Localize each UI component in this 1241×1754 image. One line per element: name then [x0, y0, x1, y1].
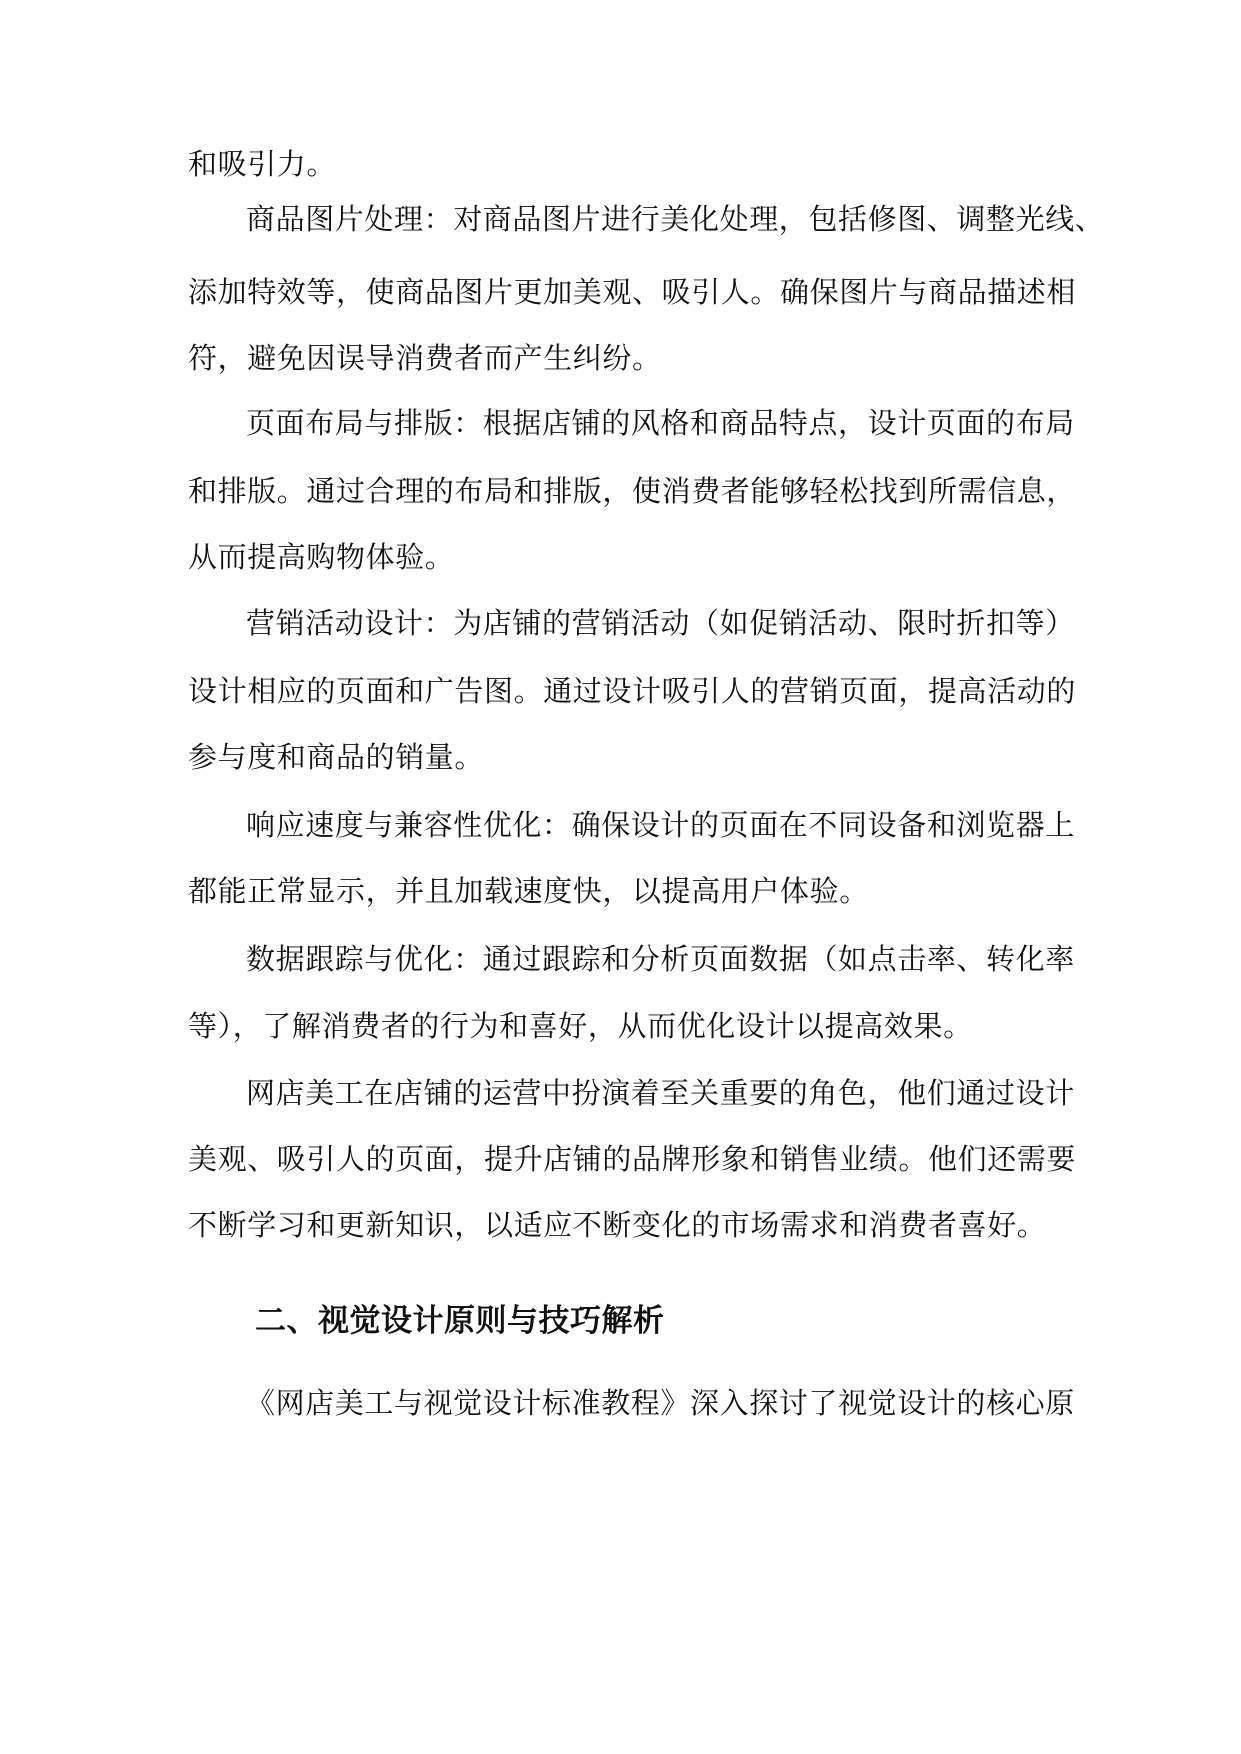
- paragraph-line: 页面布局与排版：根据店铺的风格和商品特点，设计页面的布局: [246, 406, 1075, 440]
- paragraph-line: 美观、吸引人的页面，提升店铺的品牌形象和销售业绩。他们还需要: [188, 1142, 1077, 1176]
- section-heading: 二、视觉设计原则与技巧解析: [255, 1303, 665, 1339]
- paragraph-line: 数据跟踪与优化：通过跟踪和分析页面数据（如点击率、转化率: [246, 942, 1075, 976]
- paragraph-line: 和排版。通过合理的布局和排版，使消费者能够轻松找到所需信息，: [188, 474, 1077, 508]
- paragraph-line: 响应速度与兼容性优化：确保设计的页面在不同设备和浏览器上: [246, 808, 1075, 842]
- paragraph-line: 设计相应的页面和广告图。通过设计吸引人的营销页面，提高活动的: [188, 674, 1077, 708]
- paragraph-line: 参与度和商品的销量。: [188, 740, 485, 774]
- paragraph-line: 添加特效等，使商品图片更加美观、吸引人。确保图片与商品描述相: [188, 275, 1077, 309]
- paragraph-line: 网店美工在店铺的运营中扮演着至关重要的角色，他们通过设计: [246, 1076, 1075, 1110]
- paragraph-line: 不断学习和更新知识，以适应不断变化的市场需求和消费者喜好。: [188, 1208, 1047, 1242]
- paragraph-line: 都能正常显示，并且加载速度快，以提高用户体验。: [188, 874, 869, 908]
- paragraph-line: 等），了解消费者的行为和喜好，从而优化设计以提高效果。: [188, 1009, 973, 1043]
- paragraph-line: 营销活动设计：为店铺的营销活动（如促销活动、限时折扣等）: [246, 606, 1075, 640]
- paragraph-line: 从而提高购物体验。: [188, 540, 455, 574]
- paragraph-line: 《网店美工与视觉设计标准教程》深入探讨了视觉设计的核心原: [246, 1386, 1075, 1420]
- paragraph-line: 和吸引力。: [188, 147, 337, 181]
- paragraph-line: 符，避免因误导消费者而产生纠纷。: [188, 341, 662, 375]
- paragraph-line: 商品图片处理：对商品图片进行美化处理，包括修图、调整光线、: [246, 202, 1105, 236]
